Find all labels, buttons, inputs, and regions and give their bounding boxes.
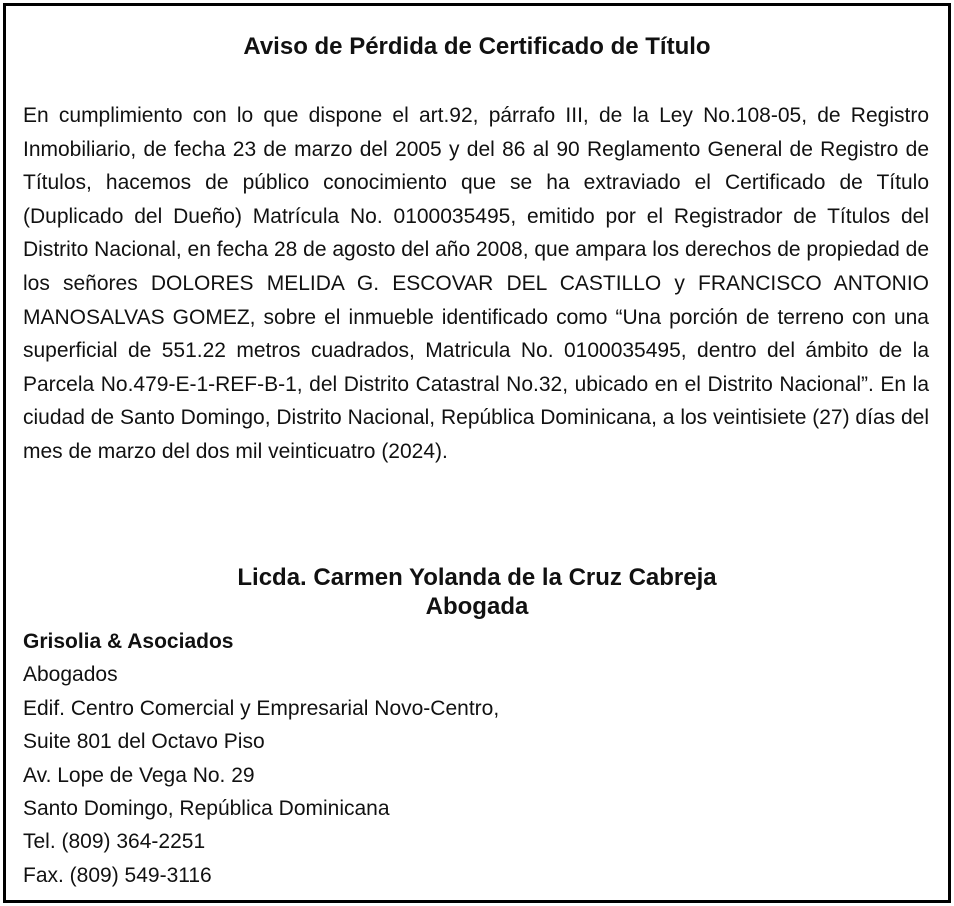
firm-name: Grisolia & Asociados bbox=[23, 630, 234, 653]
signer-name: Licda. Carmen Yolanda de la Cruz Cabreja bbox=[237, 564, 717, 591]
firm-address-line-2: Suite 801 del Octavo Piso bbox=[23, 730, 265, 754]
firm-address-line-1: Edif. Centro Comercial y Empresarial Novo-Centro, bbox=[23, 696, 500, 720]
firm-contact-block bbox=[23, 625, 929, 892]
notice-body: En cumplimiento con lo que dispone el art.92, párrafo III, de la Ley No.108-05, de Registro Inmobiliario, de fecha 23 de marzo del 2005 y del 86 al 90 Reglamento General de Registro de Títulos, hacemos de público conocimiento que se ha extraviado el Certificado de Título (Duplicado del Dueño) Matrícula No. 0100035495, emitido por el Registrador de Títulos del Distrito Nacional, en fecha 28 de agosto del año 2008, que ampara los derechos de propiedad de los señores DOLORES MELIDA G. ESCOVAR DEL CASTILLO y FRANCISCO ANTONIO MANOSALVAS GOMEZ, sobre el inmueble identificado como “Una porción de terreno con una superficial de 551.22 metros cuadrados, Matricula No. 0100035495, dentro del ámbito de la Parcela No.479-E-1-REF-B-1, del Distrito Catastral No.32, ubicado en el Distrito Nacional”. En la ciudad de Santo Domingo, Distrito Nacional, República Dominicana, a los veintisiete (27) días del mes de marzo del dos mil veinticuatro (2024). bbox=[23, 104, 929, 463]
legal-notice bbox=[3, 3, 951, 903]
firm-description: Abogados bbox=[23, 663, 118, 687]
notice-title: Aviso de Pérdida de Certificado de Título bbox=[243, 33, 711, 60]
signature-block bbox=[6, 563, 948, 621]
firm-phone: Tel. (809) 364-2251 bbox=[23, 830, 206, 854]
signer-role: Abogada bbox=[425, 593, 529, 620]
firm-city: Santo Domingo, República Dominicana bbox=[23, 797, 390, 821]
firm-fax: Fax. (809) 549-3116 bbox=[23, 863, 212, 887]
firm-address-line-3: Av. Lope de Vega No. 29 bbox=[23, 763, 255, 787]
